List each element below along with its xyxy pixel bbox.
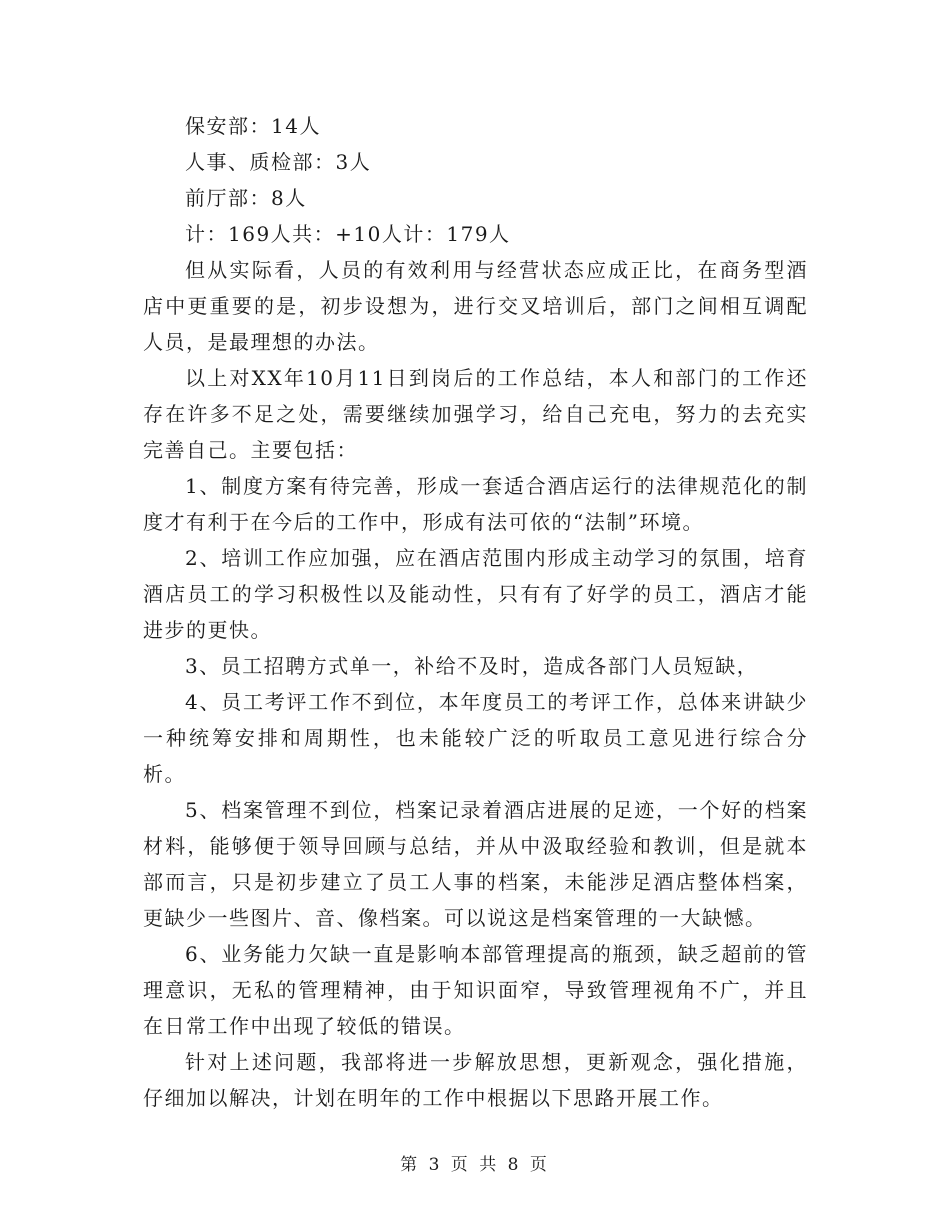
paragraph-item-1: 1、制度方案有待完善，形成一套适合酒店运行的法律规范化的制度才有利于在今后的工作中，形成有法可依的“法制”环境。: [143, 474, 808, 534]
paragraph-item-3: 3、员工招聘方式单一，补给不及时，造成各部门人员短缺，: [185, 654, 759, 678]
document-body: [143, 108, 808, 1116]
paragraph-item-6: 6、业务能力欠缺一直是影响本部管理提高的瓶颈，缺乏超前的管理意识，无私的管理精神，由于知识面窄，导致管理视角不广，并且在日常工作中出现了较低的错误。: [143, 942, 808, 1038]
paragraph-item-5: 5、档案管理不到位，档案记录着酒店进展的足迹，一个好的档案材料，能够便于领导回顾与总结，并从中汲取经验和教训，但是就本部而言，只是初步建立了员工人事的档案，未能涉足酒店整体档案，更缺少一些图片、音、像档案。可以说这是档案管理的一大缺憾。: [143, 798, 808, 930]
paragraph-summary-intro: 以上对XX年10月11日到岗后的工作总结，本人和部门的工作还存在许多不足之处，需要继续加强学习，给自己充电，努力的去充实完善自己。主要包括：: [143, 366, 808, 462]
paragraph-conclusion: 针对上述问题，我部将进一步解放思想，更新观念，强化措施，仔细加以解决，计划在明年的工作中根据以下思路开展工作。: [143, 1050, 808, 1110]
paragraph-item-4: 4、员工考评工作不到位，本年度员工的考评工作，总体来讲缺少一种统筹安排和周期性，也未能较广泛的听取员工意见进行综合分析。: [143, 690, 808, 786]
paragraph-item-2: 2、培训工作应加强，应在酒店范围内形成主动学习的氛围，培育酒店员工的学习积极性以及能动性，只有有了好学的员工，酒店才能进步的更快。: [143, 546, 808, 642]
staff-line-front-desk: 前厅部：8人: [185, 186, 307, 210]
staff-line-total: 计：169人共：+10人计：179人: [185, 222, 511, 246]
page-number-footer: 第 3 页 共 8 页: [400, 1155, 550, 1175]
staff-line-hr-qc: 人事、质检部：3人: [185, 150, 372, 174]
paragraph-staffing-note: 但从实际看，人员的有效利用与经营状态应成正比，在商务型酒店中更重要的是，初步设想为，进行交叉培训后，部门之间相互调配人员，是最理想的办法。: [143, 258, 808, 354]
staff-line-security: 保安部：14人: [185, 114, 321, 138]
